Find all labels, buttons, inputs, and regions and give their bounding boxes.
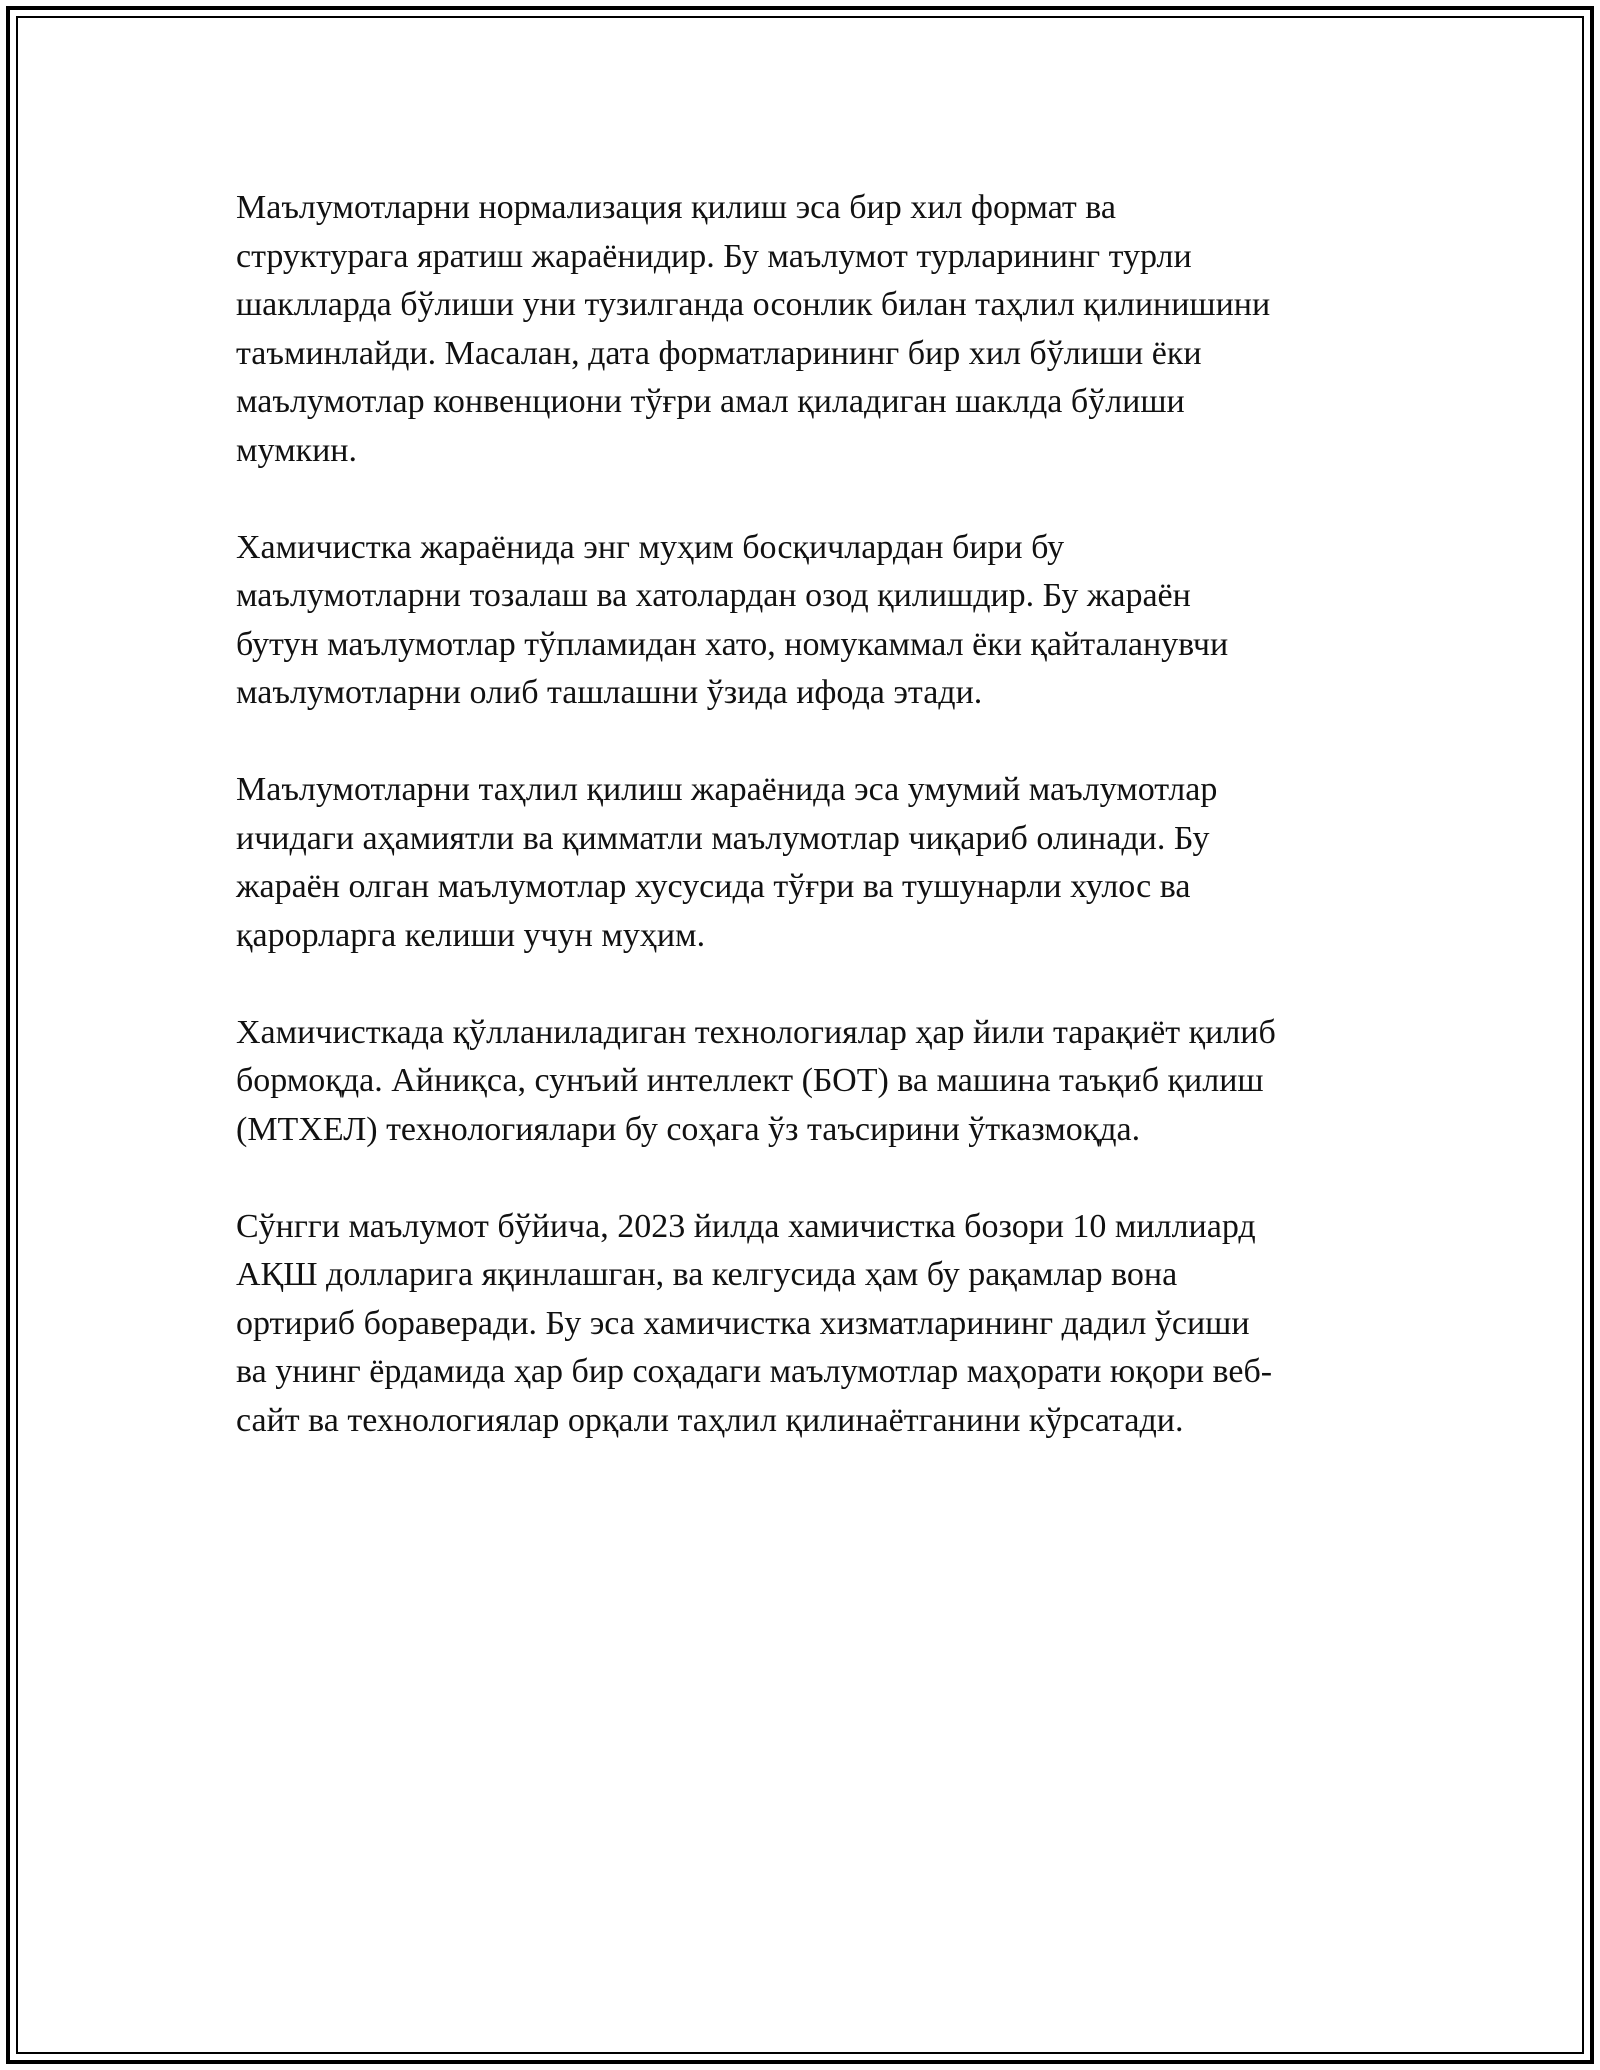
paragraph-market-statistics: Сўнгги маълумот бўйича, 2023 йилда хамичистка бозори 10 миллиард АҚШ долларига яқинлашган, ва келгусида ҳам бу рақамлар вона ортириб бораверади. Бу эса хамичистка хизматларининг дадил ўсиши ва унинг ёрдамида ҳар бир соҳадаги маълумотлар маҳорати юқори веб- сайт ва технологиялар орқали таҳлил қилинаётганини кўрсатади. — [236, 1207, 1273, 1439]
paragraph-data-cleaning: Хамичистка жараёнида энг муҳим босқичлардан бири бу маълумотларни тозалаш ва хатолардан озод қилишдир. Бу жараён бутун маълумотлар тўпламидан хато, номукаммал ёки қайталанувчи маълумотларни олиб ташлашни ўзида ифода этади. — [236, 528, 1229, 711]
paragraph-normalization: Маълумотларни нормализация қилиш эса бир хил формат ва структурага яратиш жараёнидир. Бу маълумот турларининг турли шаклларда бўлиши уни тузилганда осонлик билан таҳлил қилинишини таъминлайди. Масалан, дата форматларининг бир хил бўлиши ёки маълумотлар конвенциони тўғри амал қиладиган шаклда бўлиши мумкин. — [236, 189, 1271, 469]
paragraph-technologies: Хамичисткада қўлланиладиган технологиялар ҳар йили тарақиёт қилиб бормоқда. Айниқса, сунъий интеллект (БОТ) ва машина таъқиб қилиш (МТХЕЛ) технологиялари бу соҳага ўз таъсирини ўтказмоқда. — [236, 1013, 1276, 1148]
paragraph-data-analysis: Маълумотларни таҳлил қилиш жараёнида эса умумий маълумотлар ичидаги аҳамиятли ва қимматли маълумотлар чиқариб олинади. Бу жараён олган маълумотлар хусусида тўғри ва тушунарли хулос ва қарорларга келиши учун муҳим. — [236, 771, 1218, 954]
document-body — [236, 184, 1366, 1494]
